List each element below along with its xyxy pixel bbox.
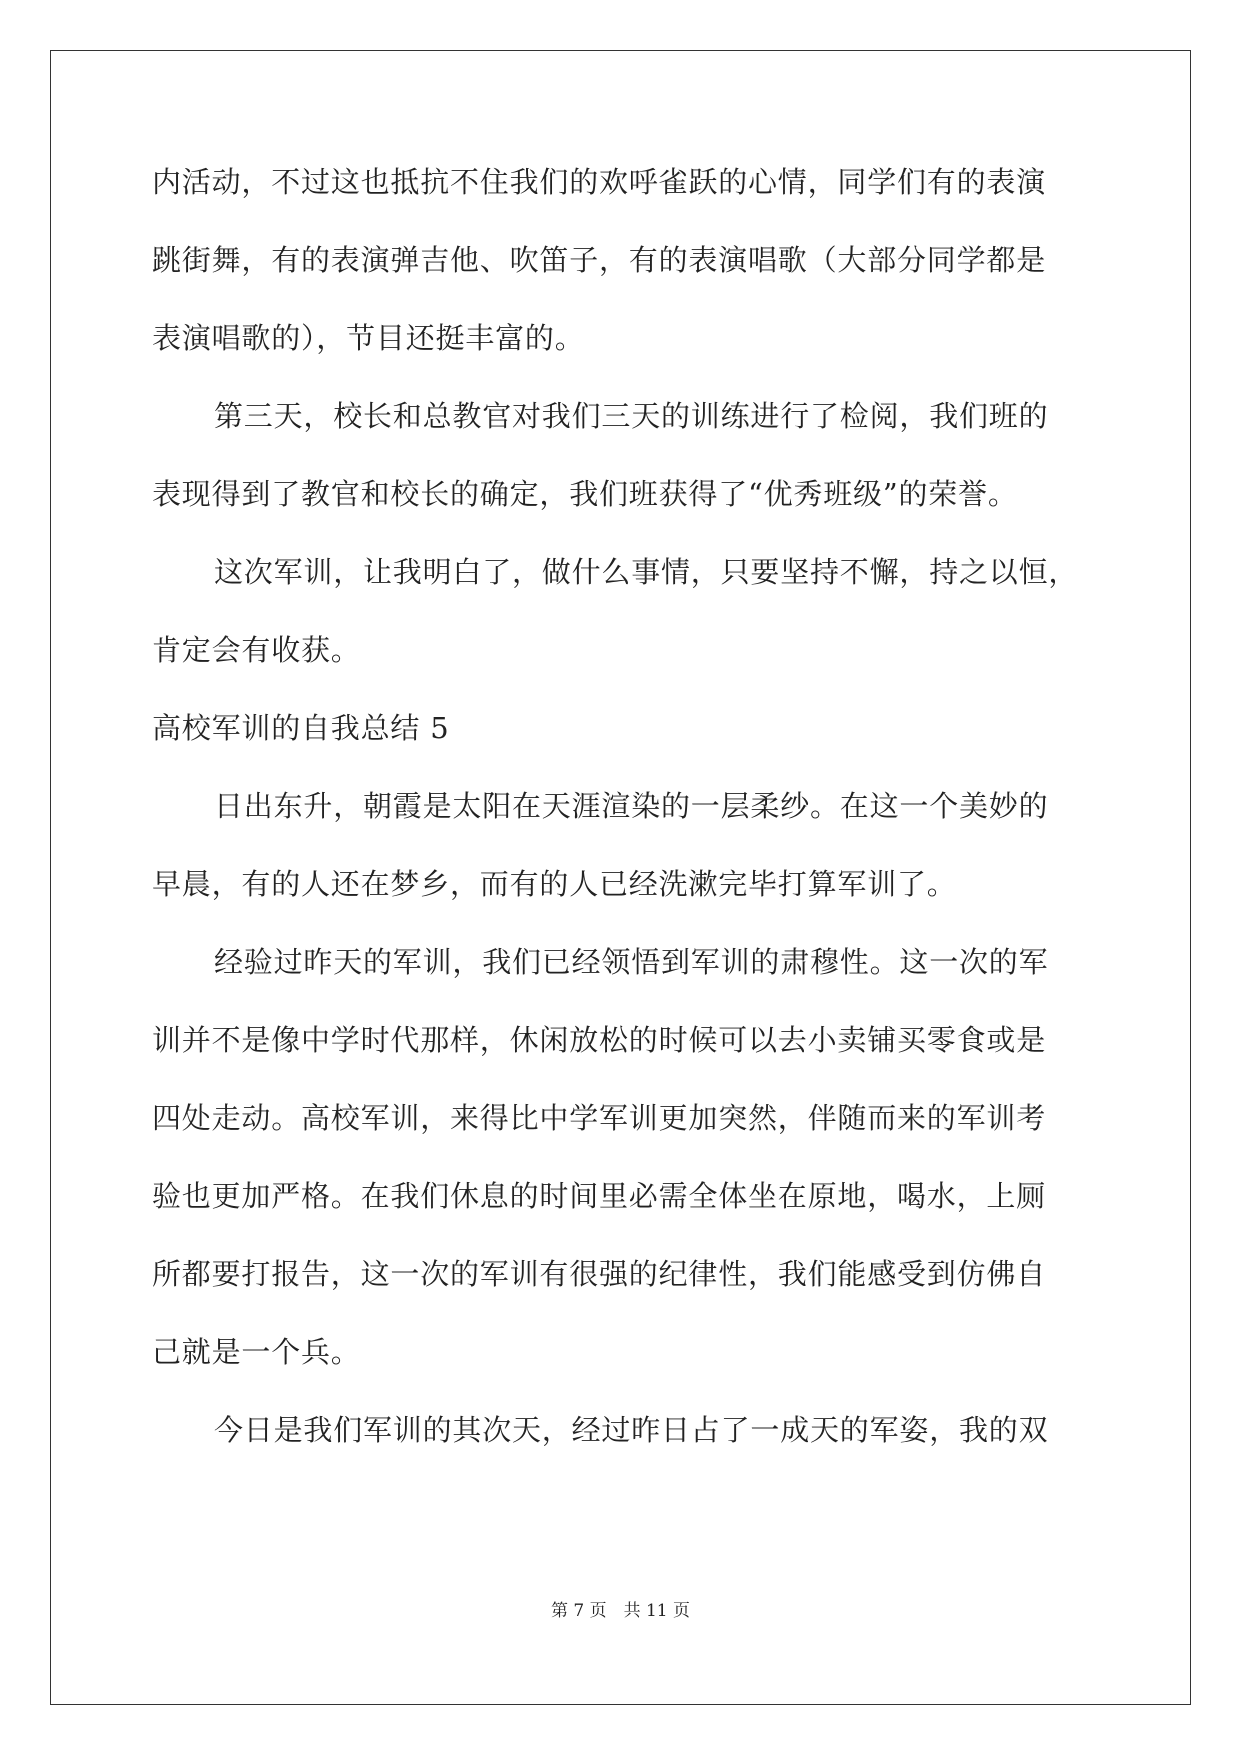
section-heading: 高校军训的自我总结 5 [152, 711, 450, 745]
text-line: 经验过昨天的军训，我们已经领悟到军训的肃穆性。这一次的军 [214, 945, 1049, 979]
text-line: 肯定会有收获。 [152, 633, 361, 667]
text-line: 今日是我们军训的其次天，经过昨日占了一成天的军姿，我的双 [214, 1413, 1049, 1447]
text-line: 跳街舞，有的表演弹吉他、吹笛子，有的表演唱歌（大部分同学都是 [152, 243, 1047, 277]
text-line: 第三天，校长和总教官对我们三天的训练进行了检阅，我们班的 [214, 399, 1049, 433]
text-line: 所都要打报告，这一次的军训有很强的纪律性，我们能感受到仿佛自 [152, 1257, 1047, 1291]
text-line: 内活动，不过这也抵抗不住我们的欢呼雀跃的心情，同学们有的表演 [152, 165, 1047, 199]
text-line: 己就是一个兵。 [152, 1335, 361, 1369]
text-line: 表演唱歌的），节目还挺丰富的。 [152, 321, 585, 355]
page-number-footer: 第 7 页 共 11 页 [550, 1601, 691, 1621]
text-line: 日出东升，朝霞是太阳在天涯渲染的一层柔纱。在这一个美妙的 [214, 789, 1049, 823]
text-line: 早晨，有的人还在梦乡，而有的人已经洗漱完毕打算军训了。 [152, 867, 957, 901]
text-line: 四处走动。高校军训，来得比中学军训更加突然，伴随而来的军训考 [152, 1101, 1047, 1135]
text-line: 这次军训，让我明白了，做什么事情，只要坚持不懈，持之以恒， [214, 555, 1079, 589]
text-line: 验也更加严格。在我们休息的时间里必需全体坐在原地，喝水，上厕 [152, 1179, 1047, 1213]
text-line: 表现得到了教官和校长的确定，我们班获得了“优秀班级”的荣誉。 [152, 477, 1018, 511]
text-line: 训并不是像中学时代那样，休闲放松的时候可以去小卖铺买零食或是 [152, 1023, 1047, 1057]
